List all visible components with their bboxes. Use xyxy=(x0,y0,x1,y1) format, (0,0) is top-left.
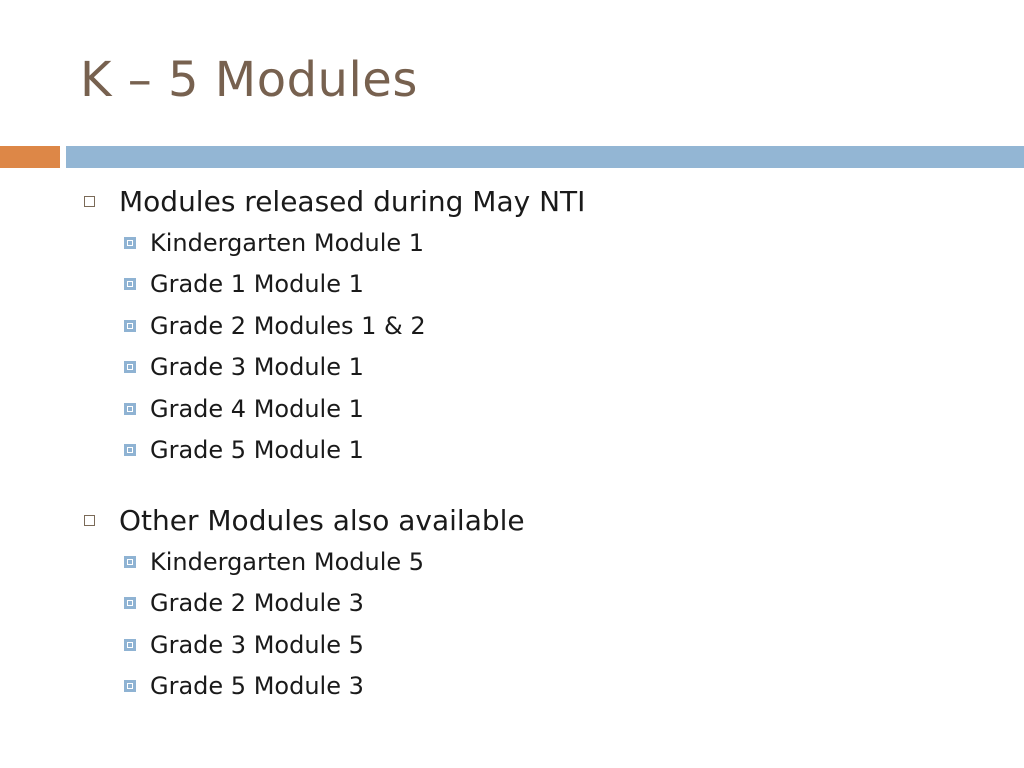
bullet-item xyxy=(82,499,982,541)
section-other-modules xyxy=(82,499,982,707)
slide-content xyxy=(82,180,982,707)
sub-bullet-item xyxy=(82,430,982,472)
square-bullet-icon xyxy=(124,403,136,415)
sub-bullet-text: Grade 2 Modules 1 & 2 xyxy=(150,311,426,340)
square-bullet-icon xyxy=(124,320,136,332)
sub-bullet-text: Grade 1 Module 1 xyxy=(150,270,364,299)
sub-bullet-text: Kindergarten Module 1 xyxy=(150,228,425,257)
title-divider-bar xyxy=(66,146,1024,168)
section-may-nti xyxy=(82,180,982,471)
square-bullet-icon xyxy=(124,597,136,609)
square-bullet-icon xyxy=(124,556,136,568)
sub-bullet-text: Grade 3 Module 5 xyxy=(150,630,364,659)
sub-bullet-text: Grade 5 Module 1 xyxy=(150,436,364,465)
bullet-text: Other Modules also available xyxy=(119,503,525,537)
square-bullet-icon xyxy=(124,237,136,249)
sub-bullet-item xyxy=(82,305,982,347)
bullet-text: Modules released during May NTI xyxy=(119,184,586,218)
sub-bullet-text: Grade 3 Module 1 xyxy=(150,353,364,382)
sub-bullet-text: Kindergarten Module 5 xyxy=(150,547,425,576)
square-bullet-icon xyxy=(124,444,136,456)
sub-bullet-text: Grade 4 Module 1 xyxy=(150,394,364,423)
bullet-item xyxy=(82,180,982,222)
square-bullet-icon xyxy=(124,278,136,290)
square-bullet-icon xyxy=(124,639,136,651)
sub-bullet-item xyxy=(82,583,982,625)
square-bullet-icon xyxy=(124,680,136,692)
slide-title: K – 5 Modules xyxy=(80,52,418,108)
sub-bullet-item xyxy=(82,541,982,583)
accent-bar xyxy=(0,146,60,168)
sub-bullet-text: Grade 5 Module 3 xyxy=(150,672,364,701)
sub-bullet-item xyxy=(82,666,982,708)
square-bullet-icon xyxy=(84,515,95,526)
sub-bullet-text: Grade 2 Module 3 xyxy=(150,589,364,618)
sub-bullet-item xyxy=(82,222,982,264)
sub-bullet-item xyxy=(82,347,982,389)
sub-bullet-item xyxy=(82,388,982,430)
sub-bullet-item xyxy=(82,264,982,306)
square-bullet-icon xyxy=(124,361,136,373)
square-bullet-icon xyxy=(84,196,95,207)
sub-bullet-item xyxy=(82,624,982,666)
